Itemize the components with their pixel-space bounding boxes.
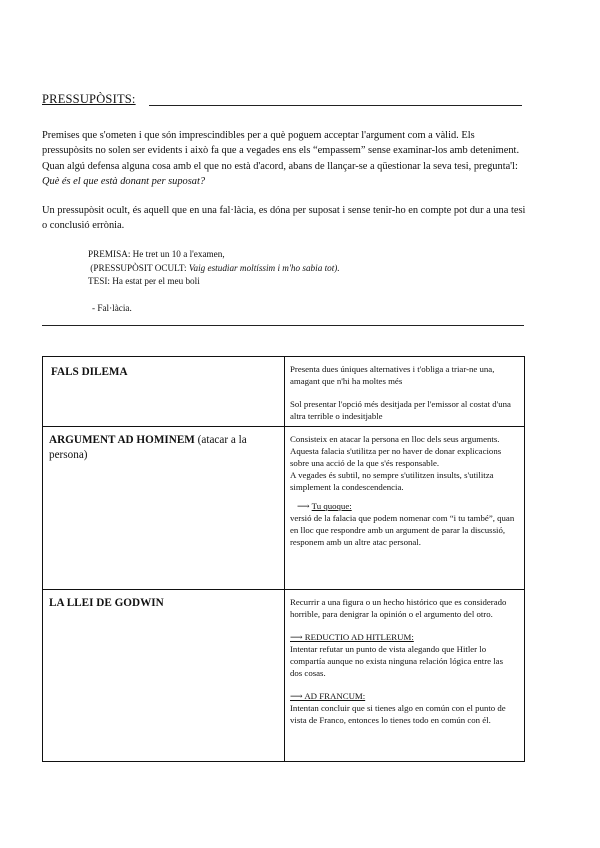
table-row [43, 357, 525, 427]
paragraph-premises-text: Premises que s'ometen i que són imprescindibles per a què poguem acceptar l'argument com a vàlid. Els pressupòsits no solen ser evidents i això fa que a vegades ens els “empassem” sense examinar-los amb deteniment. Quan algú defensa alguna cosa amb el que no està d'acord, abans de llançar-se a qüestionar la seva tesi, pregunta'l: [42, 130, 520, 172]
subtype-desc: versió de la falacia que podem nomenar com “i tu també”, quan en lloc que respondre amb un argument de parar la discussió, responem amb un altre atac personal. [290, 513, 515, 547]
heading-row [42, 92, 522, 110]
fallacy-name-cell [43, 357, 285, 427]
example-note: - Fal·làcia. [92, 303, 132, 313]
paragraph-hidden-premise: Un pressupòsit ocult, és aquell que en una fal·làcia, es dóna per suposat i sense tenir-ho en compte pot dur a una tesi o conclusió errònia. [42, 205, 526, 232]
fallacy-name: FALS DILEMA [51, 366, 128, 378]
fallacy-desc: Presenta dues úniques alternatives i t'obliga a triar-ne una, amagant que n'hi ha moltes més [290, 364, 495, 386]
fallacy-name-gloss: (atacar a la persona) [49, 434, 247, 461]
fallacy-desc: Aquesta falacia s'utilitza per no haver de donar explicacions sobre una acció de la que s'és responsable. [290, 446, 502, 468]
example-block [88, 248, 488, 289]
fallacy-name-cell [43, 427, 285, 590]
subtype-title: ⟶ REDUCTIO AD HITLERUM: [290, 632, 414, 642]
fallacy-desc-cell [285, 427, 525, 590]
table-row [43, 590, 525, 762]
arrow-right-icon: ⟶ [297, 501, 310, 511]
example-thesis: TESI: Ha estat per el meu boli [88, 276, 200, 287]
fallacy-desc-cell [285, 357, 525, 427]
paragraph-premises-question: Què és el que està donant per suposat? [42, 176, 206, 188]
section-divider [42, 325, 524, 326]
fallacy-desc: A vegades és subtil, no sempre s'utilitzen insults, s'utilitza simplement la condescendencia. [290, 470, 494, 492]
example-hidden-premise [88, 262, 488, 276]
fallacy-desc: Consisteix en atacar la persona en lloc dels seus arguments. [290, 434, 500, 444]
fallacy-name: ARGUMENT AD HOMINEM (atacar a la persona) [49, 434, 247, 461]
fallacy-name-cell [43, 590, 285, 762]
fallacy-name: LA LLEI DE GODWIN [49, 597, 164, 609]
fallacy-desc-cell [285, 590, 525, 762]
page-title: PRESSUPÒSITS: [42, 92, 136, 106]
heading-underline [149, 105, 522, 106]
subtype-title-text: Tu quoque: [311, 501, 352, 511]
example-hidden-label: (PRESSUPÒSIT OCULT: [90, 262, 189, 273]
example-hidden-text: Vaig estudiar moltíssim i m'ho sabia tot). [188, 262, 340, 273]
subtype-desc: Intentan concluir que si tienes algo en común con el punto de vista de Franco, entonces lo tienes todo en común con él. [290, 703, 506, 725]
fallacy-desc: Recurrir a una figura o un hecho histórico que es considerado horrible, para denigrar la opinión o el argumento del otro. [290, 597, 507, 619]
subtype-title: ⟶ AD FRANCUM: [290, 691, 366, 701]
table-row [43, 427, 525, 590]
fallacies-table [42, 356, 525, 762]
subtype-title [290, 500, 516, 512]
fallacy-desc: Sol presentar l'opció més desitjada per l'emissor al costat d'una altra terrible o indesitjable [290, 399, 511, 421]
subtype-desc: Intentar refutar un punto de vista alegando que Hitler lo compartía aunque no exista ninguna relación lógica entre las dos cosas. [290, 644, 503, 678]
paragraph-premises [42, 128, 527, 190]
example-premise: PREMISA: He tret un 10 a l'examen, [88, 249, 225, 259]
